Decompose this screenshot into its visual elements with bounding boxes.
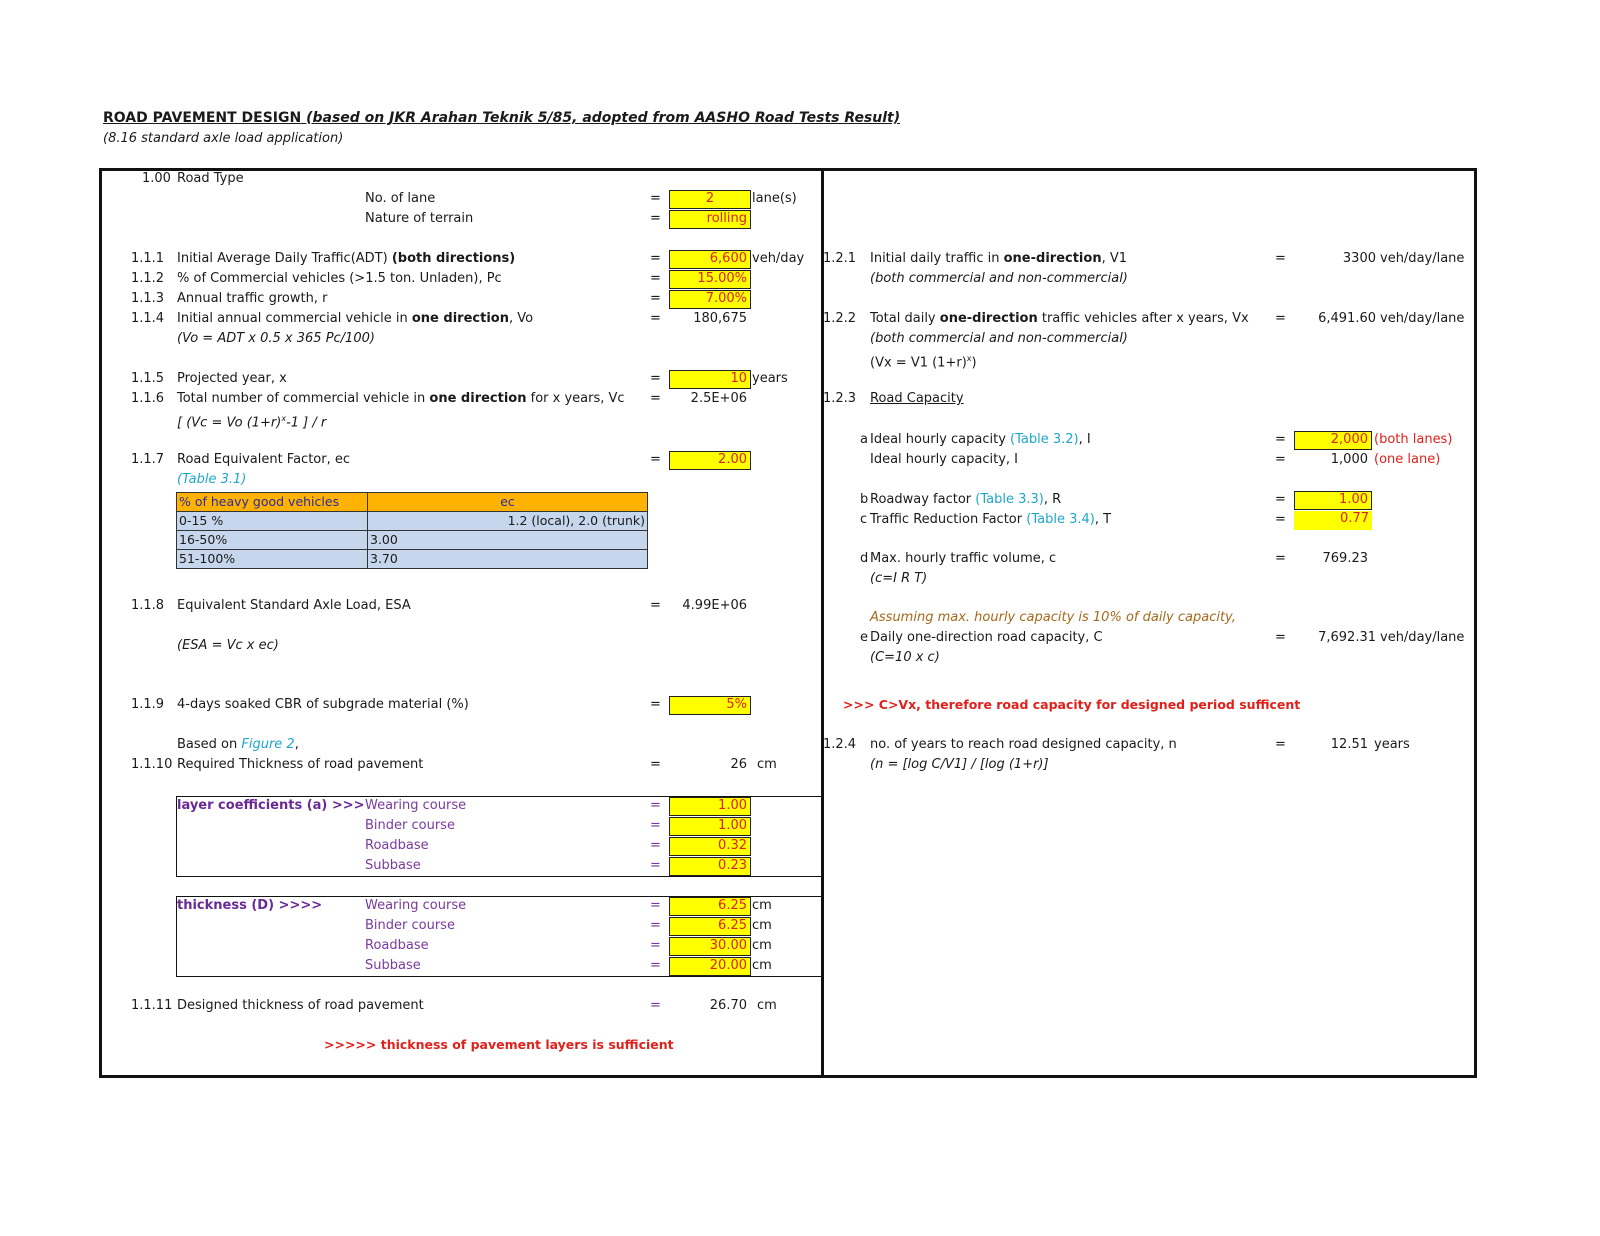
cbr-eq: = bbox=[650, 697, 661, 712]
years-num: 1.2.4 bbox=[823, 737, 857, 752]
table-header-hgv: % of heavy good vehicles bbox=[177, 493, 368, 512]
table-3-2-ref: (Table 3.2) bbox=[1010, 432, 1079, 447]
table-row bbox=[177, 550, 648, 569]
table-cell: 3.00 bbox=[368, 531, 648, 550]
thick-wearing-input[interactable]: 6.25 bbox=[669, 897, 751, 916]
thick-roadbase-unit: cm bbox=[752, 938, 772, 953]
rf-label-b: , R bbox=[1043, 492, 1062, 507]
designed-num: 1.1.11 bbox=[131, 998, 173, 1013]
v1-sub: (both commercial and non-commercial) bbox=[870, 271, 1128, 286]
daily-letter: e bbox=[860, 630, 868, 645]
vx-sub: (both commercial and non-commercial) bbox=[870, 331, 1128, 346]
adt-unit: veh/day bbox=[752, 251, 805, 266]
thick-wearing-eq: = bbox=[650, 898, 661, 913]
vc-formula-b: -1 ] / r bbox=[286, 415, 327, 431]
maxh-label: Max. hourly traffic volume, c bbox=[870, 551, 1057, 566]
thick-binder-eq: = bbox=[650, 918, 661, 933]
lanes-input[interactable]: 2 bbox=[669, 190, 751, 209]
rf-label-a: Roadway factor bbox=[870, 492, 976, 507]
vx-formula-b: ) bbox=[971, 355, 977, 371]
v1-label-b: one-direction bbox=[1003, 251, 1102, 266]
vx-label-c: traffic vehicles after x years, Vx bbox=[1037, 311, 1249, 326]
v1-label bbox=[870, 251, 1127, 267]
maxh-eq: = bbox=[1275, 551, 1286, 566]
trf-input[interactable]: 0.77 bbox=[1294, 511, 1372, 530]
lanes-label: No. of lane bbox=[365, 191, 436, 206]
growth-input[interactable]: 7.00% bbox=[669, 290, 751, 309]
adt-input[interactable]: 6,600 bbox=[669, 250, 751, 269]
designed-unit: cm bbox=[757, 998, 777, 1013]
designed-value: 26.70 bbox=[709, 998, 747, 1013]
ideal1-value: 1,000 bbox=[1330, 452, 1368, 467]
rf-input[interactable]: 1.00 bbox=[1294, 491, 1372, 510]
thickness-conclusion: >>>>> thickness of pavement layers is sufficient bbox=[324, 1037, 674, 1052]
road-type-label: Road Type bbox=[177, 171, 244, 186]
trf-label-a: Traffic Reduction Factor bbox=[870, 512, 1027, 527]
maxh-letter: d bbox=[860, 551, 869, 566]
req-eq: = bbox=[650, 757, 661, 772]
trf-label bbox=[870, 512, 1111, 528]
growth-eq: = bbox=[650, 291, 661, 306]
req-unit: cm bbox=[757, 757, 777, 772]
esa-value: 4.99E+06 bbox=[682, 598, 747, 613]
vx-label-a: Total daily bbox=[870, 311, 940, 326]
ideal-eq: = bbox=[1275, 432, 1286, 447]
daily-formula: (C=10 x c) bbox=[870, 650, 940, 665]
table-row bbox=[177, 512, 648, 531]
req-num: 1.1.10 bbox=[131, 757, 173, 772]
coeff-binder-input[interactable]: 1.00 bbox=[669, 817, 751, 836]
adt-label-b: (both directions) bbox=[391, 251, 516, 266]
coeff-wearing-label: Wearing course bbox=[365, 798, 467, 813]
proj-eq: = bbox=[650, 371, 661, 386]
rf-label bbox=[870, 492, 1061, 508]
based-on-text bbox=[177, 737, 299, 753]
rf-letter: b bbox=[860, 492, 869, 507]
ideal-note: (both lanes) bbox=[1374, 432, 1453, 447]
ideal-label-a: Ideal hourly capacity bbox=[870, 432, 1011, 447]
based-on-b: , bbox=[294, 737, 299, 752]
cap-num: 1.2.3 bbox=[823, 391, 857, 406]
vo-value: 180,675 bbox=[693, 311, 747, 326]
ec-eq: = bbox=[650, 452, 661, 467]
table-3-4-ref: (Table 3.4) bbox=[1026, 512, 1095, 527]
table-header-ec: ec bbox=[368, 493, 648, 512]
daily-unit: veh/day/lane bbox=[1380, 630, 1465, 645]
cap-label: Road Capacity bbox=[870, 391, 964, 406]
page-title bbox=[103, 110, 900, 126]
ec-input[interactable]: 2.00 bbox=[669, 451, 751, 470]
trf-label-b: , T bbox=[1094, 512, 1112, 527]
cbr-num: 1.1.9 bbox=[131, 697, 165, 712]
vc-formula-sup: x bbox=[281, 414, 287, 423]
coeff-subbase-eq: = bbox=[650, 858, 661, 873]
assumption-note: Assuming max. hourly capacity is 10% of daily capacity, bbox=[870, 610, 1236, 625]
thick-roadbase-input[interactable]: 30.00 bbox=[669, 937, 751, 956]
page-subtitle: (8.16 standard axle load application) bbox=[103, 131, 344, 146]
growth-num: 1.1.3 bbox=[131, 291, 165, 306]
pc-num: 1.1.2 bbox=[131, 271, 165, 286]
v1-value: 3300 bbox=[1342, 251, 1376, 266]
adt-label bbox=[177, 251, 515, 267]
vc-num: 1.1.6 bbox=[131, 391, 165, 406]
vo-eq: = bbox=[650, 311, 661, 326]
esa-formula: (ESA = Vc x ec) bbox=[177, 638, 279, 653]
thick-subbase-unit: cm bbox=[752, 958, 772, 973]
years-formula: (n = [log C/V1] / [log (1+r)] bbox=[870, 757, 1049, 772]
thick-roadbase-label: Roadbase bbox=[365, 938, 429, 953]
capacity-conclusion: >>> C>Vx, therefore road capacity for designed period sufficent bbox=[843, 697, 1301, 712]
thick-subbase-eq: = bbox=[650, 958, 661, 973]
vc-value: 2.5E+06 bbox=[690, 391, 747, 406]
vx-label-b: one-direction bbox=[939, 311, 1038, 326]
rf-eq: = bbox=[1275, 492, 1286, 507]
figure-ref: Figure 2 bbox=[241, 737, 295, 752]
vx-value: 6,491.60 bbox=[1318, 311, 1376, 326]
pc-label: % of Commercial vehicles (>1.5 ton. Unladen), Pc bbox=[177, 271, 502, 286]
table-cell: 0-15 % bbox=[177, 512, 368, 531]
proj-input[interactable]: 10 bbox=[669, 370, 751, 389]
vc-label-a: Total number of commercial vehicle in bbox=[177, 391, 430, 406]
ec-label: Road Equivalent Factor, ec bbox=[177, 452, 351, 467]
table-3-3-ref: (Table 3.3) bbox=[975, 492, 1044, 507]
vo-label-b: one direction bbox=[411, 311, 509, 326]
proj-unit: years bbox=[752, 371, 788, 386]
ideal1-note: (one lane) bbox=[1374, 452, 1441, 467]
terrain-input[interactable]: rolling bbox=[669, 210, 751, 229]
coeff-binder-eq: = bbox=[650, 818, 661, 833]
terrain-label: Nature of terrain bbox=[365, 211, 474, 226]
coeff-roadbase-eq: = bbox=[650, 838, 661, 853]
thick-binder-input[interactable]: 6.25 bbox=[669, 917, 751, 936]
ideal-input[interactable]: 2,000 bbox=[1294, 431, 1372, 450]
coeff-binder-label: Binder course bbox=[365, 818, 455, 833]
thickness-title: thickness (D) >>>> bbox=[177, 898, 323, 913]
vo-label-c: , Vo bbox=[508, 311, 534, 326]
layer-coeff-title: layer coefficients (a) >>> bbox=[177, 798, 365, 813]
vc-formula bbox=[177, 411, 326, 431]
v1-num: 1.2.1 bbox=[823, 251, 857, 266]
ideal1-eq: = bbox=[1275, 452, 1286, 467]
terrain-eq: = bbox=[650, 211, 661, 226]
trf-eq: = bbox=[1275, 512, 1286, 527]
maxh-value: 769.23 bbox=[1322, 551, 1368, 566]
based-on-a: Based on bbox=[177, 737, 242, 752]
thick-binder-unit: cm bbox=[752, 918, 772, 933]
table-3-1 bbox=[176, 492, 648, 569]
req-label: Required Thickness of road pavement bbox=[177, 757, 424, 772]
vx-eq: = bbox=[1275, 311, 1286, 326]
v1-label-a: Initial daily traffic in bbox=[870, 251, 1004, 266]
ideal-letter: a bbox=[860, 432, 868, 447]
vc-label-b: one direction bbox=[429, 391, 527, 406]
v1-eq: = bbox=[1275, 251, 1286, 266]
cbr-input[interactable]: 5% bbox=[669, 696, 751, 715]
designed-label: Designed thickness of road pavement bbox=[177, 998, 424, 1013]
esa-eq: = bbox=[650, 598, 661, 613]
coeff-roadbase-input[interactable]: 0.32 bbox=[669, 837, 751, 856]
vx-num: 1.2.2 bbox=[823, 311, 857, 326]
daily-label: Daily one-direction road capacity, C bbox=[870, 630, 1103, 645]
thick-roadbase-eq: = bbox=[650, 938, 661, 953]
pc-eq: = bbox=[650, 271, 661, 286]
coeff-roadbase-label: Roadbase bbox=[365, 838, 429, 853]
thick-wearing-unit: cm bbox=[752, 898, 772, 913]
adt-eq: = bbox=[650, 251, 661, 266]
ec-num: 1.1.7 bbox=[131, 452, 165, 467]
cbr-label: 4-days soaked CBR of subgrade material (%) bbox=[177, 697, 469, 712]
title-paren: (based on JKR Arahan Teknik 5/85, adopted from AASHO Road Tests Result) bbox=[306, 110, 901, 126]
coeff-subbase-input[interactable]: 0.23 bbox=[669, 857, 751, 876]
ec-table-ref: (Table 3.1) bbox=[177, 472, 247, 487]
table-cell: 3.70 bbox=[368, 550, 648, 569]
coeff-wearing-input[interactable]: 1.00 bbox=[669, 797, 751, 816]
esa-num: 1.1.8 bbox=[131, 598, 165, 613]
years-eq: = bbox=[1275, 737, 1286, 752]
vx-formula-a: (Vx = V1 (1+r) bbox=[870, 355, 967, 371]
vc-label-c: for x years, Vc bbox=[526, 391, 625, 406]
vo-label-a: Initial annual commercial vehicle in bbox=[177, 311, 412, 326]
lanes-eq: = bbox=[650, 191, 661, 206]
vo-num: 1.1.4 bbox=[131, 311, 165, 326]
table-header-row bbox=[177, 493, 648, 512]
maxh-formula: (c=I R T) bbox=[870, 571, 928, 586]
title-main: ROAD PAVEMENT DESIGN bbox=[103, 110, 302, 126]
ideal1-label: Ideal hourly capacity, I bbox=[870, 452, 1018, 467]
growth-label: Annual traffic growth, r bbox=[177, 291, 328, 306]
thick-subbase-label: Subbase bbox=[365, 958, 421, 973]
vx-formula bbox=[870, 351, 977, 371]
vx-unit: veh/day/lane bbox=[1380, 311, 1465, 326]
vc-label bbox=[177, 391, 625, 407]
vc-formula-a: [ (Vc = Vo (1+r) bbox=[177, 415, 282, 431]
table-cell: 1.2 (local), 2.0 (trunk) bbox=[368, 512, 648, 531]
vo-label bbox=[177, 311, 533, 327]
road-type-num: 1.00 bbox=[142, 171, 171, 186]
years-value: 12.51 bbox=[1330, 737, 1368, 752]
thick-binder-label: Binder course bbox=[365, 918, 455, 933]
ideal-label bbox=[870, 432, 1091, 448]
proj-num: 1.1.5 bbox=[131, 371, 165, 386]
proj-label: Projected year, x bbox=[177, 371, 287, 386]
vx-label bbox=[870, 311, 1249, 327]
v1-unit: veh/day/lane bbox=[1380, 251, 1465, 266]
trf-letter: c bbox=[860, 512, 868, 527]
table-row bbox=[177, 531, 648, 550]
adt-num: 1.1.1 bbox=[131, 251, 165, 266]
lanes-unit: lane(s) bbox=[752, 191, 797, 206]
daily-value: 7,692.31 bbox=[1318, 630, 1376, 645]
req-value: 26 bbox=[730, 757, 747, 772]
thick-subbase-input[interactable]: 20.00 bbox=[669, 957, 751, 976]
table-cell: 51-100% bbox=[177, 550, 368, 569]
table-cell: 16-50% bbox=[177, 531, 368, 550]
daily-eq: = bbox=[1275, 630, 1286, 645]
years-unit: years bbox=[1374, 737, 1410, 752]
vx-formula-sup: x bbox=[966, 354, 972, 363]
v1-label-c: , V1 bbox=[1101, 251, 1128, 266]
coeff-subbase-label: Subbase bbox=[365, 858, 421, 873]
adt-label-a: Initial Average Daily Traffic(ADT) bbox=[177, 251, 392, 266]
years-label: no. of years to reach road designed capacity, n bbox=[870, 737, 1177, 752]
designed-eq: = bbox=[650, 998, 661, 1013]
pc-input[interactable]: 15.00% bbox=[669, 270, 751, 289]
vo-formula: (Vo = ADT x 0.5 x 365 Pc/100) bbox=[177, 331, 375, 346]
ideal-label-b: , I bbox=[1078, 432, 1091, 447]
coeff-wearing-eq: = bbox=[650, 798, 661, 813]
esa-label: Equivalent Standard Axle Load, ESA bbox=[177, 598, 411, 613]
vc-eq: = bbox=[650, 391, 661, 406]
thick-wearing-label: Wearing course bbox=[365, 898, 467, 913]
